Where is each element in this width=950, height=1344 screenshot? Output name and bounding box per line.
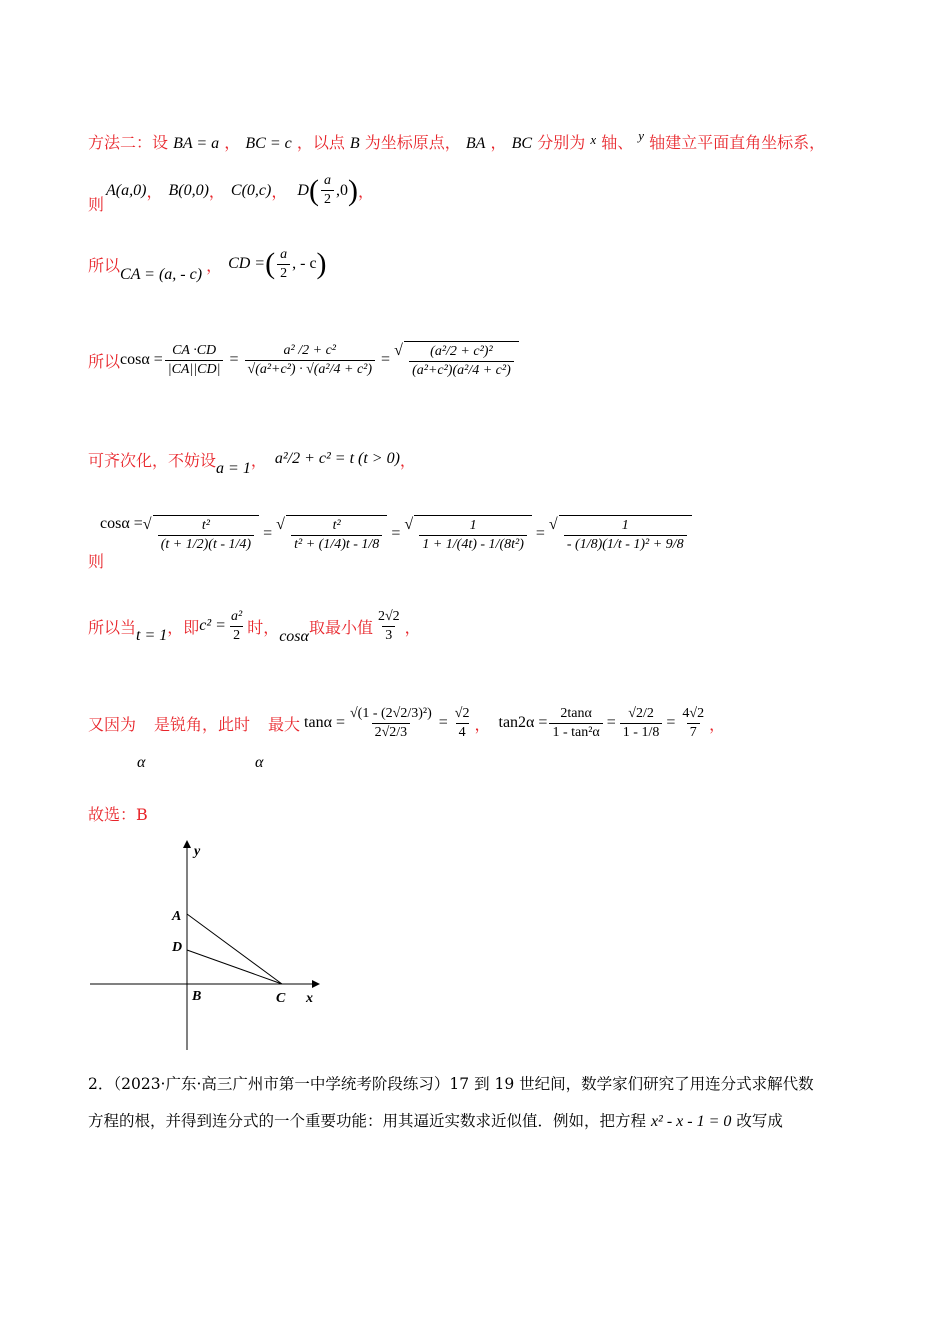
min-val-den: 3: [382, 626, 395, 644]
alpha-symbol: α: [137, 754, 146, 771]
x-axis-label: x: [590, 132, 597, 147]
min-line: [88, 606, 421, 646]
problem2-line2-pre: 方程的根，并得到连分式的一个重要功能：用其逼近实数求近似值．例如，把方程: [88, 1112, 647, 1130]
min-mid: ，即: [167, 617, 200, 637]
coord-a: A(a,0): [106, 181, 147, 199]
cos-sqrt: [404, 341, 519, 379]
coord-d-num: a: [323, 173, 331, 188]
then-e4-num: √ 1: [621, 518, 629, 533]
problem2-line2-post: 改写成: [736, 1112, 783, 1130]
then-e3-den: 1 + 1/(4t) - 1/(8t²): [419, 535, 527, 553]
label-x: x: [306, 991, 313, 1006]
then-expr-1: [153, 515, 259, 553]
axes-text: 分别为: [537, 133, 586, 152]
coord-d-den: 2: [321, 190, 334, 208]
answer: 故选：B: [88, 805, 148, 824]
label-a: A: [172, 909, 182, 924]
then-e2-den: t² + (1/4)t - 1/8: [291, 535, 382, 553]
axes-rest: 轴建立平面直角坐标系，: [649, 133, 826, 152]
coord-c: C(0,c): [230, 181, 272, 199]
origin-rest: 为坐标原点，: [364, 133, 461, 152]
cos-frac-1: [165, 343, 224, 378]
vectors-label: 所以: [88, 255, 121, 275]
cos-frac-2: [245, 343, 376, 378]
tan-line: 又因为 是锐角，此时 最大 tanα = $\frac{\text{√(1 - (2√2/3)²)}}{2√2/3}$ = $\frac{√2}{4}$ ， tan2α = $\frac{2\tan\alpha}{\text{1 - tan²α}}$ = $\frac{√2/2}{1 - 1/8}$ = $\frac{4√2}{7}$ ，: [88, 705, 726, 740]
tan-num: √(1 - (2√2/3)²): [350, 705, 432, 721]
cos-num-2: a² /2 + c²: [283, 342, 336, 358]
x-axis-arrow: [312, 980, 320, 988]
cos-den-2: √(a²+c²) · √(a²/4 + c²): [245, 360, 376, 378]
problem2-line2: [88, 1109, 783, 1131]
homog-sep: ，: [250, 450, 267, 470]
axis-sep: 轴、: [601, 133, 634, 152]
then-e2-num: √ t²: [332, 518, 341, 533]
then-expr-2: [286, 515, 387, 553]
cos-label: 所以: [88, 351, 121, 371]
tan2-mid-num: √2/2: [628, 705, 654, 721]
coords-line: [88, 166, 374, 215]
vector-cd-suffix: , - c: [292, 255, 317, 272]
vector-ca: CA = (a, - c): [120, 266, 203, 283]
ba-label: BA: [465, 135, 486, 152]
then-e1-den: (t + 1/2)(t - 1/4): [158, 535, 254, 553]
tan2-mid-den: 1 - 1/8: [620, 723, 663, 741]
tan2-den: 1 - tan²α: [549, 723, 602, 741]
tan-val-num: √2: [454, 705, 470, 721]
then-expr-4: [559, 515, 692, 553]
vector-cd: CD = ( $\frac{a}{2}$ , - c ): [228, 246, 327, 281]
coords-label: 则: [88, 195, 105, 214]
vector-cd-den: 2: [277, 264, 290, 282]
tan2-num: 2tanα: [560, 705, 592, 721]
bc-eq: BC = c: [245, 135, 292, 152]
coord-sep: ，: [271, 182, 288, 201]
homog-a-eq: a = 1: [216, 460, 251, 477]
homog-line: [88, 440, 416, 478]
min-label: 所以当: [88, 617, 137, 637]
then-e1-num: √ t²: [201, 518, 210, 533]
coord-d-suffix: ,0: [335, 181, 348, 199]
tan2-val-den: 7: [687, 723, 700, 741]
bc-label: BC: [511, 135, 533, 152]
coord-sep: ，: [208, 182, 225, 201]
min-cos: cosα: [279, 628, 309, 645]
min-take: 取最小值: [308, 617, 373, 637]
min-end: ，: [404, 617, 421, 637]
vector-cd-num: a: [280, 246, 288, 262]
coord-d-prefix: D: [297, 181, 309, 199]
tan-frac: [347, 706, 435, 741]
origin-text: ，以点: [296, 133, 345, 152]
then-e3-num: √ 1: [469, 518, 477, 533]
min-when: 时，: [247, 617, 280, 637]
tan-prefix: tanα =: [304, 714, 345, 731]
method-label: 方法二：设: [88, 133, 169, 152]
segment-ac: [187, 914, 282, 984]
coord-sep: ，: [146, 182, 163, 201]
min-c-prefix: c² =: [199, 617, 226, 634]
vector-cd-prefix: CD =: [228, 255, 266, 272]
min-c-den: 2: [230, 626, 243, 644]
coord-d-frac: [321, 173, 334, 208]
cos-line: 所以 cosα = $\frac{CA \cdot CD}{|CA||CD|}$ = $\frac{\text{a² /2 + c²}}{\text{√(a²+c²) · √(a²/4 + c²)}}$ = √ $\frac{\text{(a²/2 + c²)²}}{\text{(a²+c²)(a²/4 + c²)}}$: [88, 312, 519, 408]
tan-val-den: 4: [456, 723, 469, 741]
method-line: 方法二：设 BA = a ， BC = c ，以点 B 为坐标原点， BA ， BC 分别为 $^x$ 轴、 $^y$ 轴建立平面直角坐标系，: [88, 128, 826, 152]
tan-sep: ，: [474, 714, 491, 734]
tan-label-2: 是锐角，此时: [154, 714, 251, 734]
cos-den-1: |CA||CD|: [165, 360, 224, 378]
tan2-val-num: 4√2: [682, 705, 705, 721]
tan-label-3: 最大: [268, 714, 301, 734]
coord-b: B(0,0): [168, 181, 209, 199]
cos-prefix: cosα =: [120, 351, 163, 368]
then-cos: cosα =: [100, 515, 143, 532]
cos-num-3: √ (a²/2 + c²)²: [430, 344, 493, 359]
coord-sep: ，: [357, 182, 374, 201]
homog-t-def: a²/2 + c² = t (t > 0): [274, 450, 400, 467]
then-e4-den: - (1/8)(1/t - 1)² + 9/8: [564, 535, 687, 553]
coordinate-figure: [88, 838, 328, 1052]
label-y: y: [194, 844, 201, 859]
y-axis-label: y: [638, 128, 645, 143]
ba-eq: BA = a: [173, 135, 220, 152]
alpha-symbol: α: [255, 754, 264, 771]
min-t-eq: t = 1: [136, 627, 168, 644]
problem2-line1: 2．（2023·广东·高三广州市第一中学统考阶段练习）17 到 19 世纪间，数学家们研究了用连分式求解代数: [88, 1075, 814, 1093]
then-line: 则 cosα = √ $\frac{\text{t²}}{(t + 1/2)(t - 1/4)}$ = √ $\frac{\text{t²}}{\text{t² + (1/4)t - 1/8}}$ = √ $\frac{1}{\text{1 + 1/(4t) - 1/(8t²)}}$ = √ $\frac{1}{\text{- (1/8)(1/t - 1)² + 9/8}}$: [88, 494, 692, 574]
point-b: B: [349, 135, 360, 152]
tan-end: ，: [709, 714, 726, 734]
min-val-num: 2√2: [377, 608, 400, 624]
then-label: 则: [88, 551, 105, 571]
homog-text: 可齐次化，不妨设: [88, 450, 217, 470]
tan2-prefix: tan2α =: [498, 714, 548, 731]
cos-den-3: (a²+c²)(a²/4 + c²): [409, 361, 514, 379]
problem2-equation: x² - x - 1 = 0: [650, 1113, 732, 1130]
label-c: C: [276, 991, 286, 1006]
label-b: B: [192, 989, 202, 1004]
homog-end: ，: [399, 450, 416, 470]
coord-d: D ( $\frac{a}{2}$ ,0 ): [297, 173, 358, 207]
tan-label-1: 又因为: [88, 714, 137, 734]
vectors-line: 所以 CA = (a, - c) ， CD = ( $\frac{a}{2}$ , - c ): [88, 246, 327, 283]
cos-num-1: CA ·CD: [172, 342, 217, 358]
then-expr-3: [414, 515, 532, 553]
segment-dc: [187, 950, 282, 984]
tan-den: 2√2/3: [372, 723, 411, 741]
label-d: D: [172, 940, 183, 955]
min-c-num: a²: [230, 608, 243, 624]
y-axis-arrow: [183, 840, 191, 848]
